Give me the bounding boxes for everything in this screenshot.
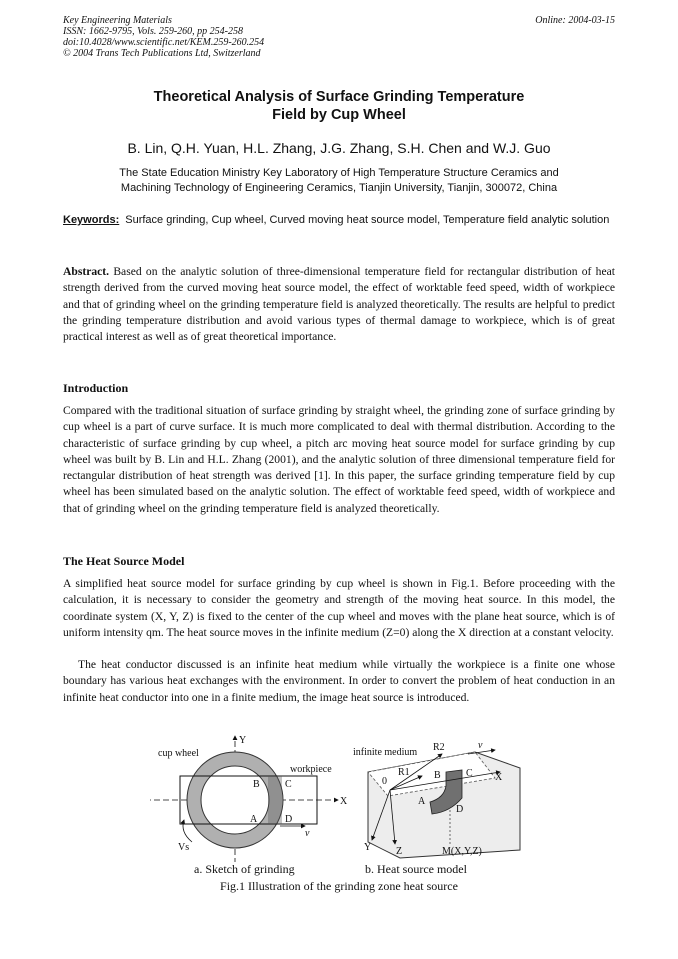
journal-name: Key Engineering Materials — [63, 15, 172, 26]
keywords-label: Keywords: — [63, 214, 120, 226]
figure-1 — [150, 732, 530, 862]
cup-wheel-label: cup wheel — [158, 748, 199, 759]
point-a-a: A — [250, 814, 258, 825]
issn-line: ISSN: 1662-9795, Vols. 259-260, pp 254-258 — [63, 26, 243, 37]
workpiece-label: workpiece — [290, 764, 332, 775]
subcaption-b: b. Heat source model — [365, 862, 467, 876]
r2-label: R2 — [433, 742, 445, 753]
infinite-medium-label: infinite medium — [353, 747, 418, 758]
authors: B. Lin, Q.H. Yuan, H.L. Zhang, J.G. Zhang, S.H. Chen and W.J. Guo — [127, 140, 551, 156]
grinding-zone-a — [268, 776, 282, 824]
title-line-2: Field by Cup Wheel — [272, 107, 406, 123]
heat-source-text-2: The heat conductor discussed is an infinite heat medium while virtually the workpiece is a finite one whose boundary has various heat exchanges with the environment. In order to convert the problem of heat conduction in an infinite heat conductor into one in a finite medium, the image heat source is introduced. — [63, 658, 615, 704]
v-label-b: v — [478, 740, 483, 751]
abstract — [63, 264, 615, 345]
heat-source-text-1: A simplified heat source model for surface grinding by cup wheel is shown in Fig.1. Before proceeding with the calculation, it is necessary to consider the geometry and strength of the moving heat source. In this model, the coordinate system (X, Y, Z) is fixed to the center of the cup wheel and moves with the plane heat source, which is of uniform intensity qm. The heat source moves in the infinite medium (Z=0) along the X direction at a constant velocity. — [63, 577, 615, 639]
affiliation-line-2: Machining Technology of Engineering Ceramics, Tianjin University, Tianjin, 300072, China — [120, 182, 558, 194]
point-c-b: C — [466, 768, 473, 779]
y-label-a: Y — [239, 735, 247, 746]
keywords-text: Surface grinding, Cup wheel, Curved moving heat source model, Temperature field analytic solution — [125, 214, 610, 226]
point-b-b: B — [434, 770, 441, 781]
vs-label: Vs — [178, 842, 190, 853]
point-b-a: B — [253, 779, 260, 790]
r1-label: R1 — [398, 767, 410, 778]
abstract-label: Abstract. — [63, 265, 110, 278]
doi-link[interactable]: doi:10.4028/www.scientific.net/KEM.259-260.254 — [63, 37, 265, 48]
y-label-b: Y — [364, 842, 372, 853]
rotation-arrow — [183, 820, 192, 842]
keywords — [63, 213, 615, 228]
panel-b-model — [353, 740, 520, 858]
x-label-a: X — [340, 796, 348, 807]
paper-title — [63, 88, 615, 124]
figure-caption: Fig.1 Illustration of the grinding zone heat source — [220, 879, 458, 893]
online-date: Online: 2004-03-15 — [535, 15, 615, 26]
point-a-b: A — [418, 796, 426, 807]
figure-1-drawing — [150, 732, 530, 862]
affiliation — [63, 166, 615, 196]
journal-header — [63, 15, 264, 59]
title-line-1: Theoretical Analysis of Surface Grinding Temperature — [153, 89, 525, 105]
point-d-b: D — [456, 804, 464, 815]
m-point-label: M(X,Y,Z) — [442, 846, 482, 857]
x-label-b: X — [495, 772, 503, 783]
origin-label: 0 — [382, 776, 387, 787]
point-d-a: D — [285, 814, 293, 825]
heat-source-heading: The Heat Source Model — [63, 554, 185, 568]
subcaption-a: a. Sketch of grinding — [194, 862, 295, 876]
abstract-text: Based on the analytic solution of three-dimensional temperature field for rectangular distribution of heat strength derived from the curved moving heat source model, the effect of worktable feed speed, width of workpiece and that of grinding wheel on the grinding temperature field is analyzed theoretically. The results are helpful to predict the grinding temperature distribution and avoid various types of thermal damage to workpiece, which is of great practical interest as well as of great theoretical importance. — [63, 265, 615, 344]
intro-text: Compared with the traditional situation of surface grinding by straight wheel, the grinding zone of surface grinding by cup wheel is a part of curve surface. It is much more complicated to deal with thermal distribution. According to the characteristic of surface grinding by cup wheel, a pitch arc moving heat source model for surface grinding by cup wheel was built by B. Lin and H.L. Zhang (2001), and the analytic solution of three dimensional temperature field for rectangular distribution of heat strength was derived [1]. In this paper, the surface grinding temperature field by cup wheel has been simulated based on the analytic solution. The effect of worktable feed speed, width of workpiece and that of grinding wheel on the grinding temperature field is analyzed theoretically. — [63, 404, 615, 515]
panel-a-sketch — [150, 735, 348, 862]
v-label-a: v — [305, 828, 310, 839]
point-c-a: C — [285, 779, 292, 790]
copyright-line: © 2004 Trans Tech Publications Ltd, Switzerland — [63, 48, 261, 59]
z-label-b: Z — [396, 846, 403, 857]
affiliation-line-1: The State Education Ministry Key Laboratory of High Temperature Structure Ceramics and — [119, 167, 559, 179]
intro-heading: Introduction — [63, 381, 129, 395]
